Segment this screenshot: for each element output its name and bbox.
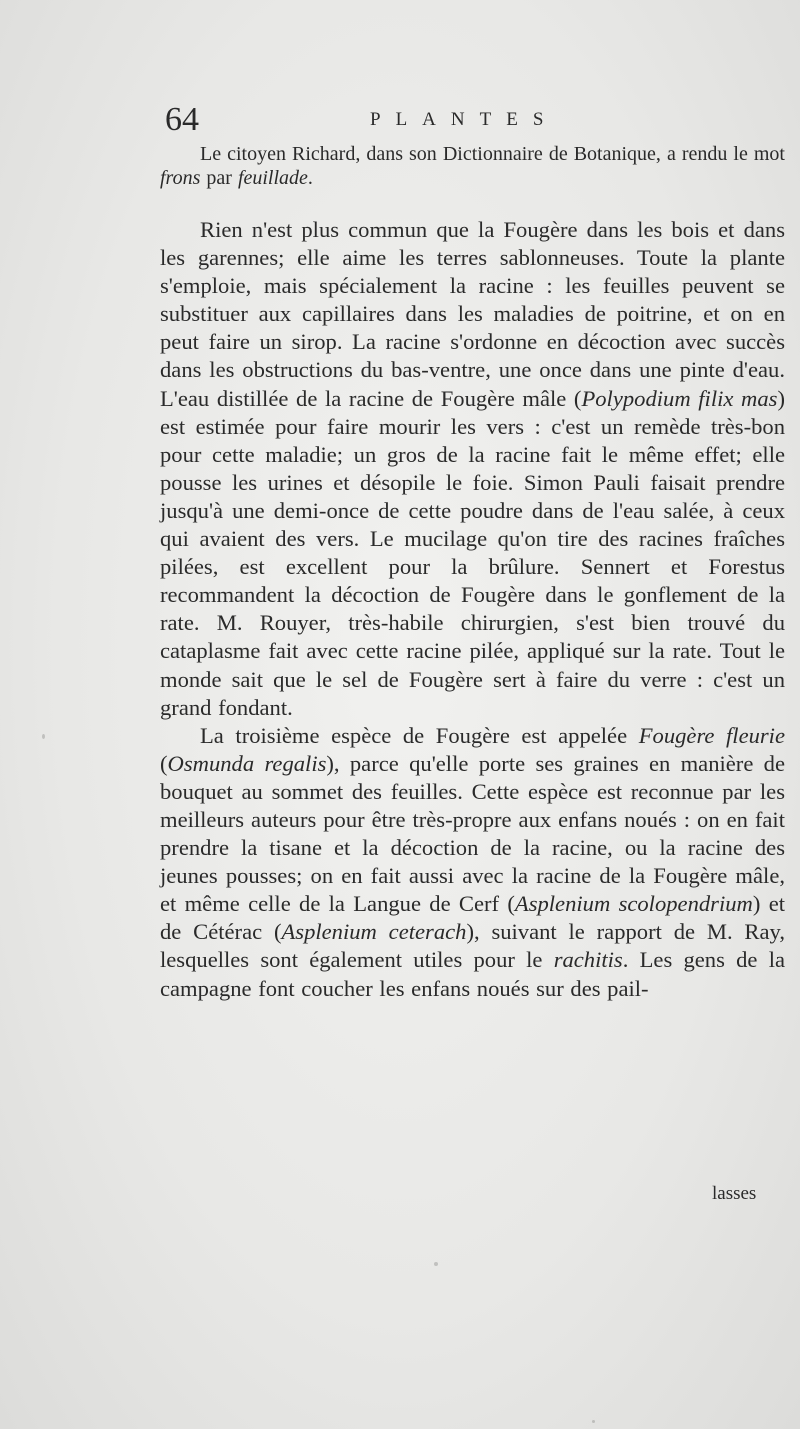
ink-speck [434, 1262, 438, 1266]
italic-term: feuillade [237, 167, 308, 189]
running-head: PLANTES [370, 109, 559, 130]
ink-speck [592, 1420, 595, 1423]
italic-term: rachitis [553, 947, 623, 973]
intro-paragraph: Le citoyen Richard, dans son Dictionnaire de Botanique, a rendu le mot frons par feuillade. [160, 143, 785, 189]
paragraph-fougere-male: Rien n'est plus commun que la Fougère dans les bois et dans les garennes; elle aime les terres sablonneuses. Toute la plante s'emploie, mais spécialement la racine : les feuilles peuvent se substituer aux capillaires dans les maladies de poitrine, et on en peut faire un sirop. La racine s'ordonne en décoction avec succès dans les obstructions du bas-ventre, une once dans une pinte d'eau. L'eau distillée de la racine de Fougère mâle (Polypodium filix mas) est estimée pour faire mourir les vers : c'est un remède très-bon pour cette maladie; un gros de la racine fait le même effet; elle pousse les urines et désopile le foie. Simon Pauli faisait prendre jusqu'à une demi-once de cette poudre dans de l'eau salée, à ceux qui avaient des vers. Le mucilage qu'on tire des racines fraîches pilées, est excellent pour la brûlure. Sennert et Forestus recommandent la décoction de Fougère dans le gonflement de la rate. M. Rouyer, très-habile chirurgien, s'est bien trouvé du cataplasme fait avec cette racine pilée, appliqué sur la rate. Tout le monde sait que le sel de Fougère sert à faire du verre : c'est un grand fondant. [160, 217, 785, 720]
paragraph-fougere-fleurie: La troisième espèce de Fougère est appelée Fougère fleurie (Osmunda regalis), parce qu'elle porte ses graines en manière de bouquet au sommet des feuilles. Cette espèce est reconnue par les meilleurs auteurs pour être très-propre aux enfans noués : on en fait prendre la tisane et la décoction de la racine, ou la racine des jeunes pousses; on en fait aussi avec la racine de la Fougère mâle, et même celle de la Langue de Cerf (Asplenium scolopendrium) et de Cétérac (Asplenium ceterach), suivant le rapport de M. Ray, lesquelles sont également utiles pour le rachitis. Les gens de la campagne font coucher les enfans noués sur des pail- [160, 722, 785, 1001]
catchword: lasses [712, 1183, 757, 1204]
italic-term: Asplenium ceterach [281, 919, 467, 945]
ink-speck [42, 734, 45, 739]
body-text [160, 142, 785, 1003]
italic-term: Fougère fleurie [638, 722, 785, 748]
italic-term: frons [160, 167, 201, 189]
italic-term: Asplenium scolopendrium [514, 891, 753, 917]
page-number: 64 [165, 101, 199, 138]
italic-term: Polypodium filix mas [581, 385, 778, 411]
italic-term: Osmunda regalis [167, 750, 327, 776]
page-header [165, 98, 785, 142]
